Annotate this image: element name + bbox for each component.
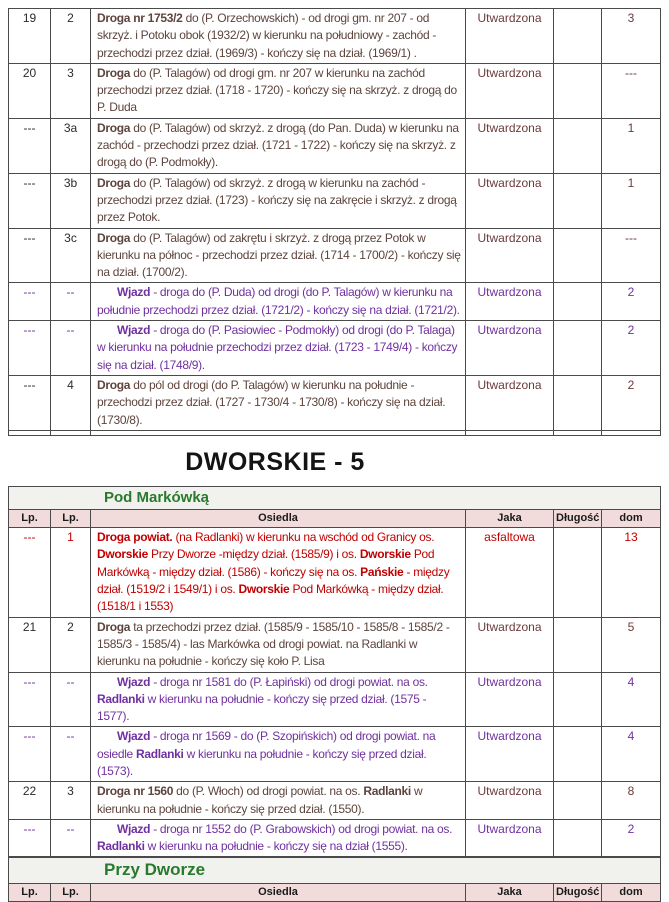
table-row	[9, 528, 661, 617]
surface-cell: Utwardzona	[466, 375, 554, 430]
lp-cell: 2	[51, 617, 91, 672]
surface-cell: asfaltowa	[466, 528, 554, 617]
description-cell	[91, 228, 466, 283]
description-segment: do (P. Talagów) od skrzyż. z drogą w kierunku na zachód - przechodzi przez dział. (1723) - kończy się na zakręcie i skrzyż. z drogą przez Potok.	[97, 175, 457, 225]
table-row	[9, 321, 661, 376]
description-cell	[91, 63, 466, 118]
description-segment: do (P. Włoch) od drogi powiat. na os.	[173, 784, 364, 799]
description-cell	[91, 283, 466, 321]
lp-cell: --	[51, 819, 91, 857]
description-segment: do pól od drogi (do P. Talagów) w kierunku na południe - przechodzi przez dział. (1727 - 1730/4 - 1730/8) - kończy się na dział. (1730/8).	[97, 377, 446, 427]
houses-cell: 13	[602, 528, 661, 617]
description-segment: - droga nr 1552 do (P. Grabowskich) od drogi powiat. na os.	[150, 821, 453, 836]
description-segment: Dworskie	[97, 547, 151, 562]
lp-cell: --	[51, 727, 91, 782]
houses-cell: ---	[602, 228, 661, 283]
column-header: Jaka	[466, 883, 554, 901]
lp-cell: 2	[51, 9, 91, 64]
description-segment: - droga nr 1581 do (P. Łapiński) od drogi powiat. na os.	[150, 674, 428, 689]
table-row	[9, 782, 661, 820]
description-segment: do (P. Talagów) od skrzyż. z drogą (do Pan. Duda) w kierunku na zachód - przechodzi przez dział. (1721 - 1722) - kończy się na skrzyż. z drogą do (P. Podmokły).	[97, 120, 459, 170]
table-row	[9, 228, 661, 283]
description-segment: do (P. Orzechowskich) - od drogi gm. nr 207 - od skrzyż. i Potoku obok (1932/2) w kierunku na południowy - zachód - przechodzi przez dział. (1969/3) - kończy się na dział. (1969/1) .	[97, 11, 437, 60]
lp-cell: ---	[9, 672, 51, 727]
column-header: Długość	[554, 883, 602, 901]
lp-cell: ---	[9, 228, 51, 283]
length-cell	[554, 782, 602, 820]
surface-cell: Utwardzona	[466, 283, 554, 321]
surface-cell: Utwardzona	[466, 321, 554, 376]
length-cell	[554, 672, 602, 727]
surface-cell: Utwardzona	[466, 727, 554, 782]
description-segment: - między dział. (1519/2 i 1549/1) i os.	[97, 564, 450, 597]
column-header: Lp.	[51, 883, 91, 901]
description-segment: - droga nr 1569 - do (P. Szopińskich) od drogi powiat. na osiedle	[97, 729, 436, 761]
lp-cell: --	[51, 321, 91, 376]
surface-cell: Utwardzona	[466, 9, 554, 64]
lp-cell: 3a	[51, 118, 91, 173]
description-segment: Droga nr 1753/2	[97, 11, 183, 25]
description-cell	[91, 819, 466, 857]
description-segment: Wjazd	[117, 821, 151, 836]
description-segment: Dworskie	[238, 582, 293, 597]
description-cell	[91, 375, 466, 430]
description-cell	[91, 528, 466, 617]
roads-table-3	[8, 857, 661, 901]
surface-cell: Utwardzona	[466, 819, 554, 857]
lp-cell: 4	[51, 375, 91, 430]
length-cell	[554, 727, 602, 782]
houses-cell: 4	[602, 672, 661, 727]
description-segment: ta przechodzi przez dział. (1585/9 - 1585/10 - 1585/8 - 1585/2 - 1585/3 - 1585/4) - las Markówka od drogi powiat. na Radlanki w kierunku na południe - kończy się koło P. Lisa	[97, 619, 450, 669]
length-cell	[554, 9, 602, 64]
lp-cell: 19	[9, 9, 51, 64]
description-segment: do (P. Talagów) od zakrętu i skrzyż. z drogą przez Potok w kierunku na północ - przechodzi przez dział. (1714 - 1700/2) - kończy się na dział. (1700/2).	[97, 230, 461, 280]
column-header-row	[9, 510, 661, 528]
houses-cell: 1	[602, 118, 661, 173]
houses-cell: 3	[602, 9, 661, 64]
description-segment: do (P. Talagów) od drogi gm. nr 207 w kierunku na zachód przechodzi przez dział. (1718 - 1720) - kończy się na skrzyż. z drogą do P. Duda	[97, 65, 457, 115]
description-segment: Droga	[97, 230, 131, 245]
length-cell	[554, 321, 602, 376]
description-segment: Wjazd	[117, 674, 151, 689]
description-segment: Radlanki	[363, 784, 411, 799]
description-segment: w kierunku na południe - kończy się przed dział. (1573).	[97, 746, 427, 778]
table-row	[9, 118, 661, 173]
description-segment: Pańskie	[360, 564, 407, 579]
length-cell	[554, 63, 602, 118]
roads-table-3-body	[9, 858, 661, 901]
houses-cell: 4	[602, 727, 661, 782]
surface-cell: Utwardzona	[466, 782, 554, 820]
column-header: Jaka	[466, 510, 554, 528]
length-cell	[554, 528, 602, 617]
description-segment: Droga powiat.	[97, 530, 176, 545]
lp-cell: 3c	[51, 228, 91, 283]
description-segment: (na Radlanki) w kierunku na wschód od Granicy os.	[175, 530, 435, 545]
description-segment: - droga do (P. Duda) od drogi (do P. Talagów) w kierunku na południe przechodzi przez dział. (1721/2) - kończy się na dział. (1721/2).	[97, 285, 460, 317]
roads-table-2	[8, 486, 661, 858]
description-cell	[91, 9, 466, 64]
subsection-band	[9, 858, 661, 883]
lp-cell: ---	[9, 118, 51, 173]
roads-table-2-rows	[9, 528, 661, 857]
roads-table-1	[8, 8, 661, 436]
spacer-row	[9, 430, 661, 435]
table-row	[9, 819, 661, 857]
houses-cell: 2	[602, 375, 661, 430]
table-row	[9, 375, 661, 430]
lp-cell: 3	[51, 63, 91, 118]
column-header-row	[9, 883, 661, 901]
surface-cell: Utwardzona	[466, 617, 554, 672]
table-row	[9, 9, 661, 64]
description-segment: Pod Markówką - między dział. (1586) - kończy się na os.	[97, 547, 435, 579]
houses-cell: 2	[602, 819, 661, 857]
lp-cell: --	[51, 283, 91, 321]
length-cell	[554, 173, 602, 228]
description-segment: Droga	[97, 175, 131, 190]
description-cell	[91, 173, 466, 228]
houses-cell: 5	[602, 617, 661, 672]
description-segment: Radlanki	[97, 839, 145, 854]
column-header: Lp.	[51, 510, 91, 528]
surface-cell: Utwardzona	[466, 173, 554, 228]
column-header: Lp.	[9, 510, 51, 528]
houses-cell: 8	[602, 782, 661, 820]
table-row	[9, 173, 661, 228]
description-segment: w kierunku na południe - kończy się przed dział. (1575 - 1577).	[97, 691, 427, 724]
description-segment: Wjazd	[117, 323, 151, 338]
description-segment: Radlanki	[97, 691, 145, 706]
table-row	[9, 617, 661, 672]
description-segment: Droga	[97, 120, 131, 135]
description-segment: Pod Markówką - między dział. (1518/1 i 1553)	[97, 582, 444, 614]
description-segment: Droga nr 1560	[97, 784, 174, 799]
description-segment: Wjazd	[117, 285, 151, 300]
lp-cell: ---	[9, 819, 51, 857]
description-segment: Przy Dworze -między dział. (1585/9) i os.	[151, 547, 360, 562]
surface-cell: Utwardzona	[466, 672, 554, 727]
description-segment: Droga	[97, 619, 134, 634]
table-row	[9, 63, 661, 118]
subsection-title-przy-dworze: Przy Dworze	[104, 860, 206, 880]
length-cell	[554, 375, 602, 430]
surface-cell: Utwardzona	[466, 118, 554, 173]
lp-cell: ---	[9, 528, 51, 617]
length-cell	[554, 283, 602, 321]
lp-cell: 22	[9, 782, 51, 820]
column-header: Osiedla	[91, 510, 466, 528]
lp-cell: 3	[51, 782, 91, 820]
lp-cell: ---	[9, 321, 51, 376]
surface-cell: Utwardzona	[466, 63, 554, 118]
description-cell	[91, 782, 466, 820]
description-segment: w kierunku na południe - kończy się przed dział. (1550).	[97, 784, 423, 816]
column-header: Osiedla	[91, 883, 466, 901]
description-segment: Droga	[97, 377, 131, 392]
lp-cell: ---	[9, 173, 51, 228]
column-header: dom	[602, 883, 661, 901]
description-segment: Dworskie	[359, 547, 414, 562]
column-header: Długość	[554, 510, 602, 528]
subsection-title-pod-markowka: Pod Markówką	[104, 488, 210, 506]
houses-cell: ---	[602, 63, 661, 118]
length-cell	[554, 228, 602, 283]
surface-cell: Utwardzona	[466, 228, 554, 283]
table-row	[9, 672, 661, 727]
roads-table-2-body	[9, 486, 661, 527]
section-title: DWORSKIE - 5	[185, 447, 365, 476]
lp-cell: ---	[9, 283, 51, 321]
lp-cell: 1	[51, 528, 91, 617]
subsection-band	[9, 486, 661, 509]
length-cell	[554, 819, 602, 857]
table-row	[9, 727, 661, 782]
length-cell	[554, 118, 602, 173]
houses-cell: 2	[602, 321, 661, 376]
lp-cell: ---	[9, 375, 51, 430]
lp-cell: 3b	[51, 173, 91, 228]
description-cell	[91, 118, 466, 173]
houses-cell: 2	[602, 283, 661, 321]
description-segment: Droga	[97, 65, 131, 80]
houses-cell: 1	[602, 173, 661, 228]
lp-cell: 20	[9, 63, 51, 118]
description-segment: w kierunku na południe - kończy się na dział (1555).	[144, 839, 408, 854]
column-header: dom	[602, 510, 661, 528]
roads-table-1-body	[9, 9, 661, 436]
description-cell	[91, 617, 466, 672]
description-segment: Radlanki	[135, 746, 184, 761]
description-segment: Wjazd	[117, 729, 151, 744]
length-cell	[554, 617, 602, 672]
description-cell	[91, 321, 466, 376]
description-cell	[91, 727, 466, 782]
column-header: Lp.	[9, 883, 51, 901]
description-segment: - droga do (P. Pasiowiec - Podmokły) od drogi (do P. Talaga) w kierunku na południe przechodzi przez dział. (1723 - 1749/4) - kończy się na dział. (1748/9).	[97, 323, 458, 372]
lp-cell: --	[51, 672, 91, 727]
description-cell	[91, 672, 466, 727]
table-row	[9, 283, 661, 321]
lp-cell: 21	[9, 617, 51, 672]
lp-cell: ---	[9, 727, 51, 782]
